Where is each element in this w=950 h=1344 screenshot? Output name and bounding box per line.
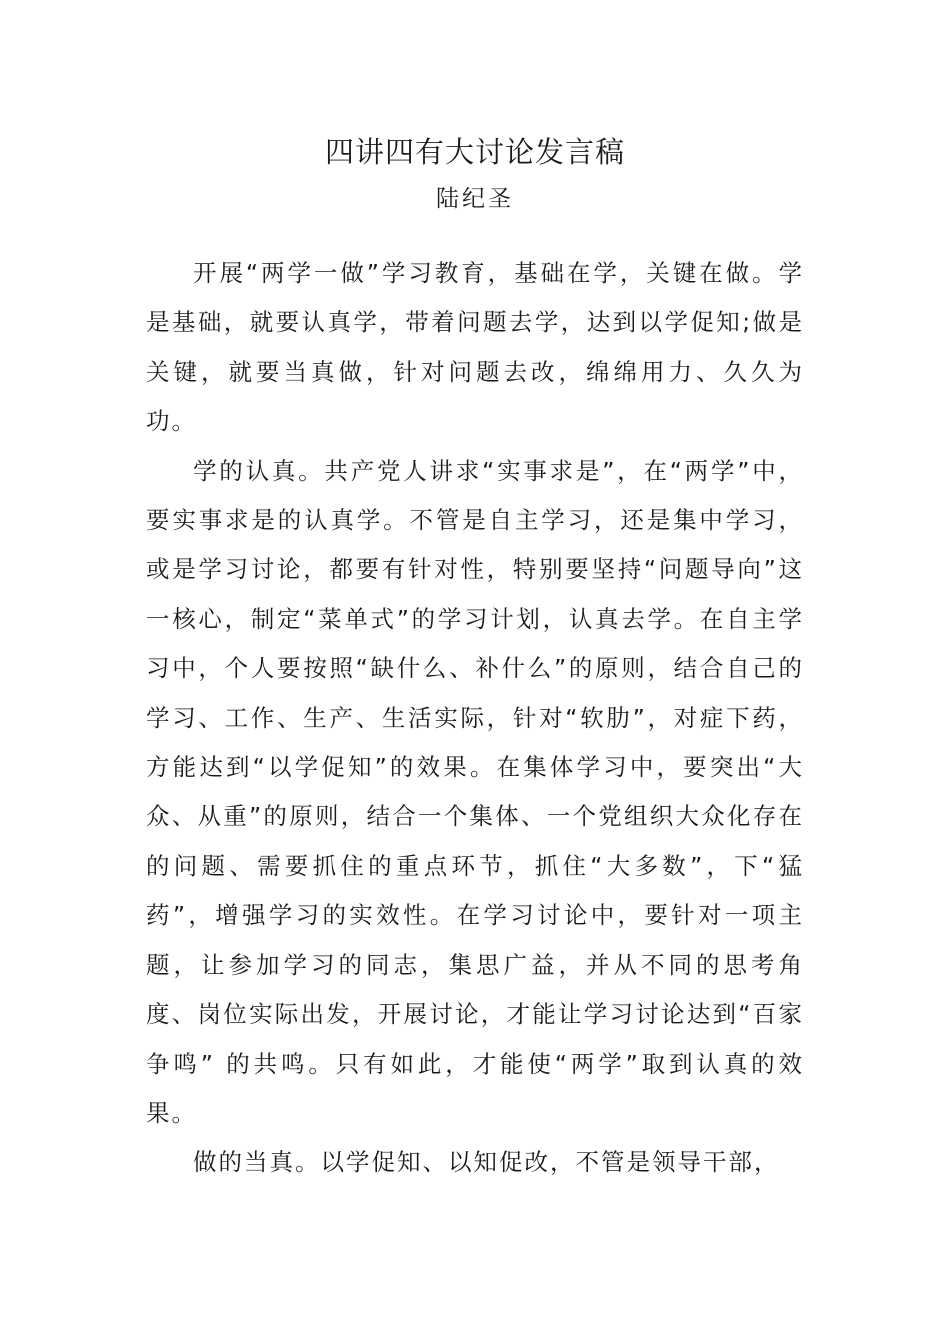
- paragraph-study: 学的认真。共产党人讲求“实事求是”，在“两学”中，要实事求是的认真学。不管是自主学习，还是集中学习，或是学习讨论，都要有针对性，特别要坚持“问题导向”这一核心，制定“菜单式”的学习计划，认真去学。在自主学习中，个人要按照“缺什么、补什么”的原则，结合自己的学习、工作、生产、生活实际，针对“软肋”，对症下药，方能达到“以学促知”的效果。在集体学习中，要突出“大众、从重”的原则，结合一个集体、一个党组织大众化存在的问题、需要抓住的重点环节，抓住“大多数”，下“猛药”，增强学习的实效性。在学习讨论中，要针对一项主题，让参加学习的同志，集思广益，并从不同的思考角度、岗位实际出发，开展讨论，才能让学习讨论达到“百家争鸣” 的共鸣。只有如此，才能使“两学”取到认真的效果。: [146, 456, 804, 1127]
- document-body: [146, 249, 804, 1188]
- document-title: 四讲四有大讨论发言稿: [324, 135, 625, 169]
- paragraph-practice: 做的当真。以学促知、以知促改，不管是领导干部，: [193, 1148, 780, 1177]
- document-author: 陆纪圣: [436, 186, 514, 212]
- paragraph-intro: 开展“两学一做”学习教育，基础在学，关键在做。学是基础，就要认真学，带着问题去学，达到以学促知;做是关键，就要当真做，针对问题去改，绵绵用力、久久为功。: [146, 259, 804, 436]
